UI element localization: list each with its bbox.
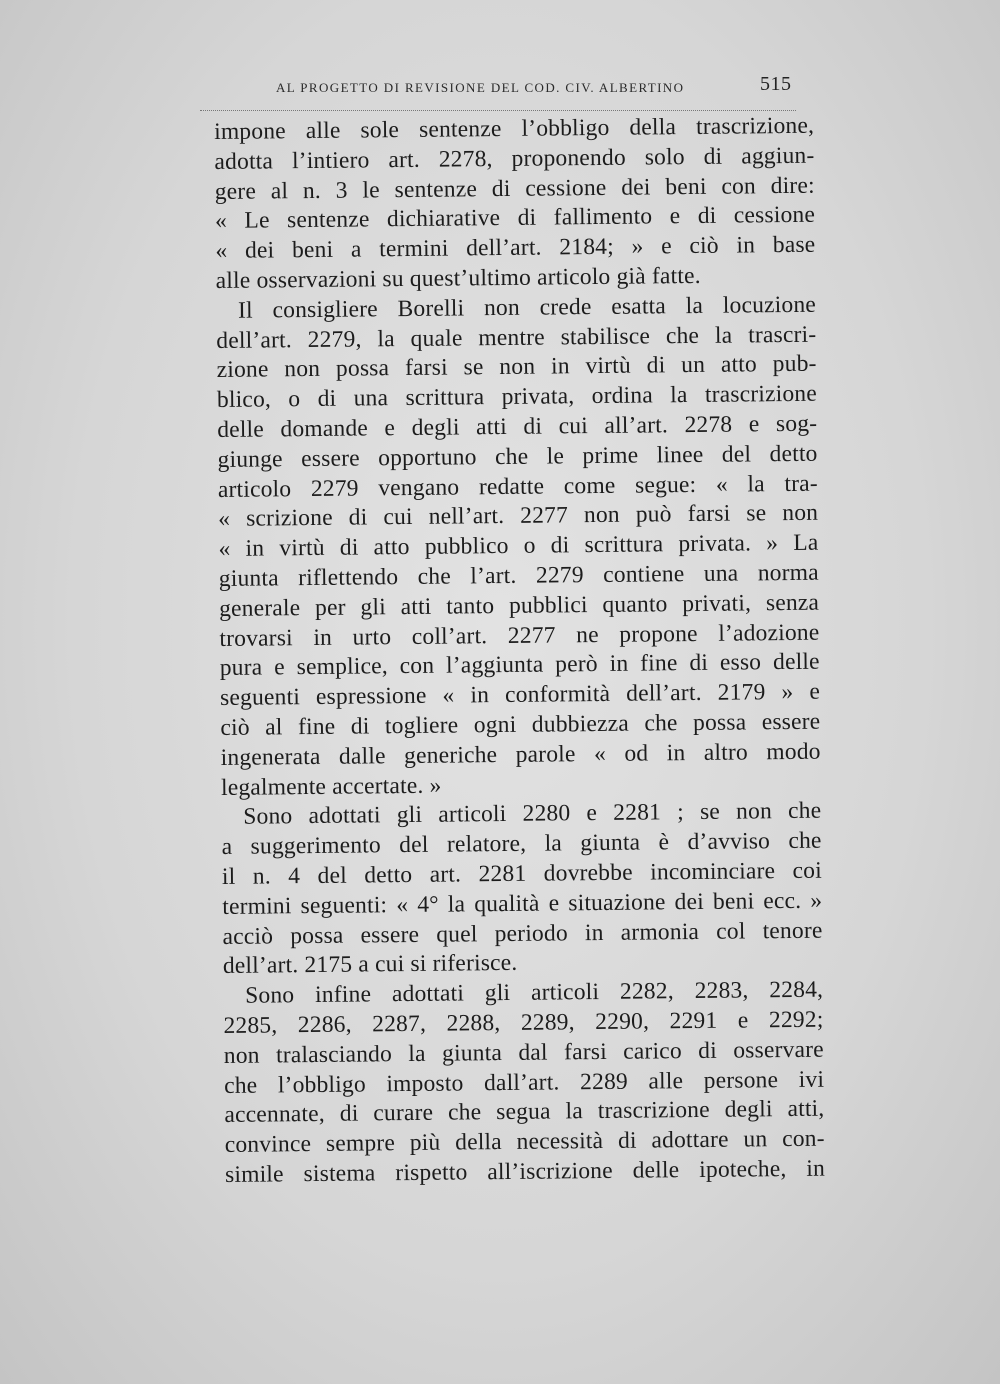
text-line: zione non possa farsi se non in virtù di un atto pub- bbox=[216, 351, 817, 384]
text-line: acciò possa essere quel periodo in armonia col tenore bbox=[222, 917, 823, 950]
text-line: dell’art. 2175 a cui si riferisce. bbox=[222, 950, 518, 980]
text-line: « dei beni a termini dell’art. 2184; » e ciò in base bbox=[215, 231, 816, 265]
text-line: seguenti espressione « in conformità dell’art. 2179 » e bbox=[219, 678, 821, 712]
text-line: termini seguenti: « 4° la qualità e situazione dei beni ecc. » bbox=[222, 887, 823, 920]
text-line: giunge essere opportuno che le prime linee del detto bbox=[217, 440, 818, 473]
text-line: Il consigliere Borelli non crede esatta la locuzione bbox=[237, 291, 817, 324]
text-line: Sono infine adottati gli articoli 2282, 2283, 2284, bbox=[245, 976, 824, 1009]
text-line: giunta riflettendo che l’art. 2279 contiene una norma bbox=[218, 559, 819, 592]
text-line: pura e semplice, con l’aggiunta però in fine di esso delle bbox=[219, 649, 820, 682]
text-line: a suggerimento del relatore, la giunta è d’avviso che bbox=[221, 827, 822, 861]
text-line: impone alle sole sentenze l’obbligo della trascrizione, bbox=[214, 112, 815, 145]
text-line: che l’obbligo imposto dall’art. 2289 alle persone ivi bbox=[223, 1066, 825, 1099]
text-line: alle osservazioni su quest’ultimo articolo già fatte. bbox=[215, 262, 701, 294]
text-line: « in virtù di atto pubblico o di scrittura privata. » La bbox=[218, 529, 819, 563]
text-line: articolo 2279 vengano redatte come segue: « la tra- bbox=[217, 470, 818, 503]
page-number: 515 bbox=[760, 73, 792, 95]
text-line: ingenerata dalle generiche parole « od in altro modo bbox=[220, 738, 821, 771]
text-line: « scrizione di cui nell’art. 2277 non può farsi se non bbox=[218, 500, 819, 533]
text-line: « Le sentenze dichiarative di fallimento e di cessione bbox=[214, 202, 816, 235]
text-line: blico, o di una scrittura privata, ordina la trascrizione bbox=[216, 380, 818, 414]
text-line: 2285, 2286, 2287, 2288, 2289, 2290, 2291 e 2292; bbox=[223, 1006, 824, 1039]
text-line: non tralasciando la giunta dal farsi carico di osservare bbox=[223, 1036, 824, 1069]
text-line: Sono adottati gli articoli 2280 e 2281 ; se non che bbox=[243, 798, 822, 831]
text-line: convince sempre più della necessità di adottare un con- bbox=[224, 1125, 825, 1159]
text-line: legalmente accertate. » bbox=[220, 772, 442, 801]
text-line: accennate, di curare che segua la trascrizione degli atti, bbox=[224, 1095, 825, 1129]
text-line: delle domande e degli atti di cui all’art. 2278 e sog- bbox=[217, 410, 818, 443]
text-line: simile sistema rispetto all’iscrizione delle ipoteche, in bbox=[224, 1155, 826, 1188]
body-text bbox=[214, 112, 825, 1191]
text-line: il n. 4 del detto art. 2281 dovrebbe incominciare coi bbox=[221, 857, 823, 890]
text-line: gere al n. 3 le sentenze di cessione dei beni con dire: bbox=[214, 172, 815, 205]
text-line: dell’art. 2279, la quale mentre stabilisce che la trascri- bbox=[216, 321, 817, 354]
header-divider bbox=[200, 110, 796, 111]
text-line: generale per gli atti tanto pubblici quanto privati, senza bbox=[219, 589, 820, 622]
text-line: trovarsi in urto coll’art. 2277 ne propone l’adozione bbox=[219, 619, 820, 652]
text-line: adotta l’intiero art. 2278, proponendo solo di aggiun- bbox=[214, 142, 815, 175]
text-line: ciò al fine di togliere ogni dubbiezza che possa essere bbox=[220, 708, 821, 741]
running-head: AL PROGETTO DI REVISIONE DEL COD. CIV. ALBERTINO bbox=[276, 80, 685, 95]
